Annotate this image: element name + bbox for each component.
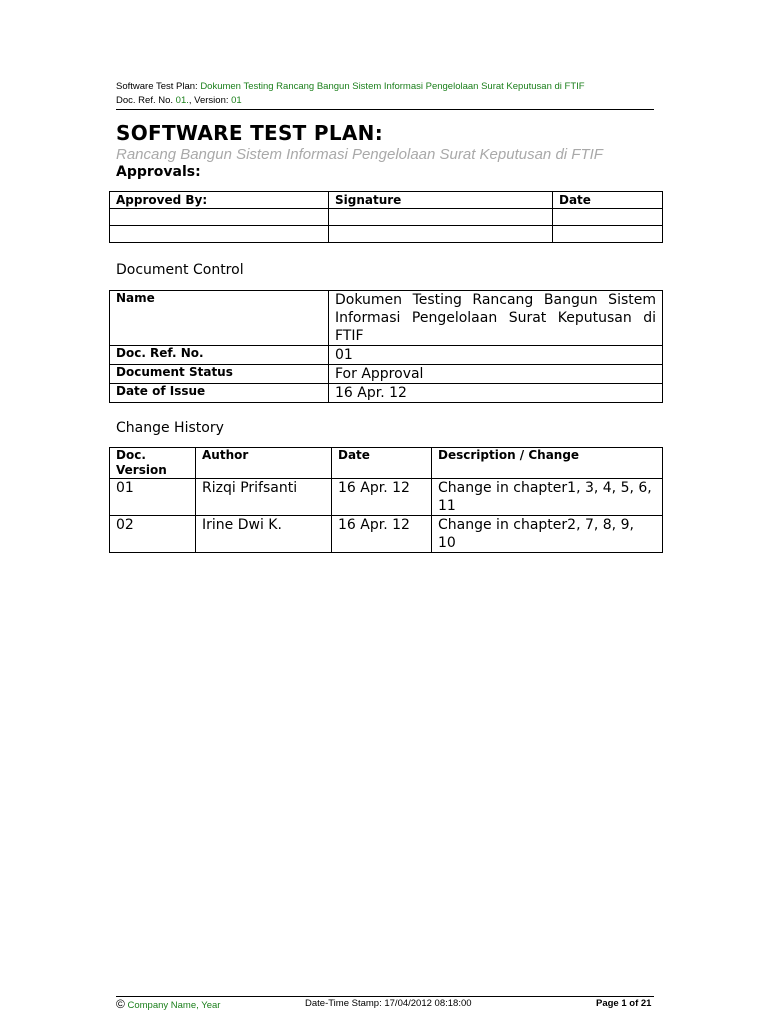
column-header: Date	[332, 448, 432, 479]
column-header: Description / Change	[432, 448, 663, 479]
row-value: For Approval	[329, 365, 663, 384]
header-ref-value: 01.	[175, 95, 189, 106]
row-value: 16 Apr. 12	[329, 384, 663, 403]
running-header-title	[116, 81, 653, 93]
approved-by-cell	[110, 209, 329, 226]
footer-divider	[116, 996, 654, 997]
date-cell	[553, 226, 663, 243]
table-row	[110, 346, 663, 365]
document-control-heading: Document Control	[116, 262, 244, 278]
column-header: Author	[196, 448, 332, 479]
approvals-heading: Approvals:	[116, 164, 201, 180]
date-cell: 16 Apr. 12	[332, 479, 432, 516]
column-header: Approved By:	[110, 192, 329, 209]
header-label: Software Test Plan:	[116, 81, 201, 92]
row-value: Dokumen Testing Rancang Bangun Sistem Informasi Pengelolaan Surat Keputusan di FTIF	[329, 291, 663, 346]
row-label: Date of Issue	[110, 384, 329, 403]
footer-company-name: Company Name, Year	[124, 1000, 221, 1011]
table-row	[110, 479, 663, 516]
header-version-label: , Version:	[188, 95, 232, 106]
approved-by-cell	[110, 226, 329, 243]
description-cell: Change in chapter1, 3, 4, 5, 6, 11	[432, 479, 663, 516]
table-row	[110, 384, 663, 403]
change-history-table	[109, 447, 663, 553]
table-row	[110, 516, 663, 553]
column-header: Date	[553, 192, 663, 209]
table-header-row	[110, 192, 663, 209]
row-label: Name	[110, 291, 329, 346]
version-cell: 02	[110, 516, 196, 553]
header-divider	[116, 109, 654, 110]
table-row	[110, 291, 663, 346]
approvals-table	[109, 191, 663, 243]
copyright-icon: ©	[116, 997, 125, 1011]
table-header-row	[110, 448, 663, 479]
footer-timestamp: Date-Time Stamp: 17/04/2012 08:18:00	[305, 998, 472, 1009]
row-label: Doc. Ref. No.	[110, 346, 329, 365]
change-history-heading: Change History	[116, 420, 224, 436]
page-subtitle: Rancang Bangun Sistem Informasi Pengelolaan Surat Keputusan di FTIF	[116, 146, 603, 163]
footer-page-number: Page 1 of 21	[596, 998, 652, 1009]
signature-cell	[329, 209, 553, 226]
header-version-value: 01	[231, 95, 242, 106]
header-doc-name: Dokumen Testing Rancang Bangun Sistem Informasi Pengelolaan Surat Keputusan di FTIF	[200, 81, 585, 92]
table-row	[110, 365, 663, 384]
table-row	[110, 226, 663, 243]
page-title: SOFTWARE TEST PLAN:	[116, 121, 384, 145]
document-control-table	[109, 290, 663, 403]
description-cell: Change in chapter2, 7, 8, 9, 10	[432, 516, 663, 553]
running-header-ref	[116, 95, 653, 107]
footer-company	[116, 998, 220, 1012]
column-header: Doc. Version	[110, 448, 196, 479]
author-cell: Rizqi Prifsanti	[196, 479, 332, 516]
row-label: Document Status	[110, 365, 329, 384]
column-header: Signature	[329, 192, 553, 209]
date-cell	[553, 209, 663, 226]
author-cell: Irine Dwi K.	[196, 516, 332, 553]
row-value: 01	[329, 346, 663, 365]
header-ref-label: Doc. Ref. No.	[116, 95, 176, 106]
date-cell: 16 Apr. 12	[332, 516, 432, 553]
table-row	[110, 209, 663, 226]
version-cell: 01	[110, 479, 196, 516]
signature-cell	[329, 226, 553, 243]
